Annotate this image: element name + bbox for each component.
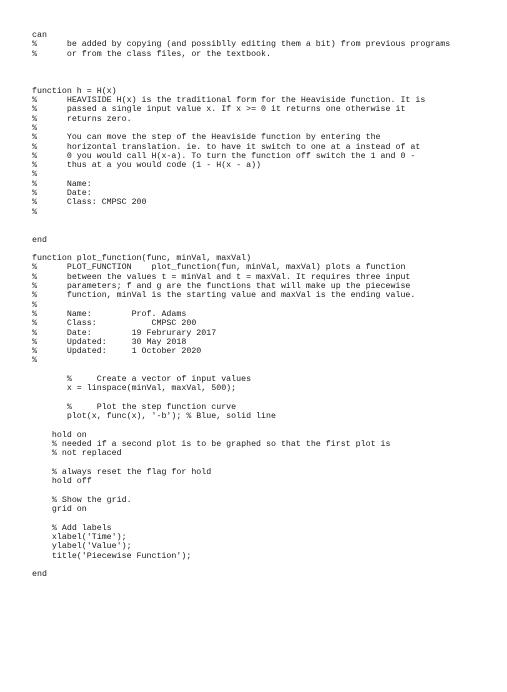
code-line: % Add labels — [32, 523, 112, 533]
code-line — [32, 421, 450, 430]
code-line — [32, 366, 450, 375]
code-line: % or from the class files, or the textbook. — [32, 49, 271, 59]
code-line: % Create a vector of input values — [32, 374, 252, 384]
code-line — [32, 77, 450, 86]
code-line: % 0 you would call H(x-a). To turn the function off switch the 1 and 0 - — [32, 151, 416, 161]
code-line — [32, 68, 450, 77]
code-line: % Date: 19 Februrary 2017 — [32, 328, 217, 338]
code-line: % passed a single input value x. If x >= 0 it returns one otherwise it — [32, 105, 406, 115]
code-line — [32, 59, 450, 68]
code-line: % Updated: 30 May 2018 — [32, 337, 187, 347]
code-line: function plot_function(func, minVal, maxVal) — [32, 254, 252, 264]
code-line: % returns zero. — [32, 114, 132, 124]
code-line: % Name: — [32, 179, 92, 189]
code-line: % be added by copying (and possiblly editing them a bit) from previous programs — [32, 40, 451, 50]
code-line — [32, 245, 450, 254]
code-line: end — [32, 235, 47, 245]
code-line: hold off — [32, 477, 92, 487]
code-line: end — [32, 570, 47, 580]
code-line — [32, 226, 450, 235]
code-line — [32, 561, 450, 570]
code-line: % Show the grid. — [32, 495, 132, 505]
code-line: % horizontal translation. ie. to have it switch to one at a instead of at — [32, 142, 421, 152]
code-line — [32, 459, 450, 468]
code-line — [32, 487, 450, 496]
code-line: % HEAVISIDE H(x) is the traditional form for the Heaviside function. It is — [32, 96, 426, 106]
code-line: % Plot the step function curve — [32, 402, 237, 412]
code-line: grid on — [32, 505, 87, 515]
code-line: plot(x, func(x), '-b'); % Blue, solid line — [32, 412, 276, 422]
code-line — [32, 514, 450, 523]
code-listing — [32, 31, 450, 580]
code-line: % Name: Prof. Adams — [32, 309, 187, 319]
code-line: % function, minVal is the starting value and maxVal is the ending value. — [32, 291, 416, 301]
code-line: % — [32, 123, 37, 133]
code-line: % — [32, 207, 37, 217]
code-line: xlabel('Time'); — [32, 533, 127, 543]
code-line — [32, 394, 450, 403]
code-line: % thus at a you would code (1 - H(x - a)) — [32, 161, 262, 171]
code-line: % — [32, 170, 37, 180]
code-line: % — [32, 356, 37, 366]
code-line: % Class: CMPSC 200 — [32, 198, 147, 208]
code-line: % Date: — [32, 189, 92, 199]
code-line: % PLOT_FUNCTION plot_function(fun, minVal, maxVal) plots a function — [32, 263, 406, 273]
code-line: % not replaced — [32, 449, 122, 459]
code-line: % — [32, 300, 37, 310]
code-line: % Class: CMPSC 200 — [32, 319, 197, 329]
code-line: % always reset the flag for hold — [32, 467, 212, 477]
code-line: % parameters; f and g are the functions that will make up the piecewise — [32, 282, 411, 292]
code-line: function h = H(x) — [32, 86, 117, 96]
code-line: hold on — [32, 430, 87, 440]
code-line: can — [32, 31, 47, 40]
code-line: title('Piecewise Function'); — [32, 551, 192, 561]
code-line: % You can move the step of the Heaviside function by entering the — [32, 133, 381, 143]
code-line: % needed if a second plot is to be graphed so that the first plot is — [32, 440, 391, 450]
code-line — [32, 217, 450, 226]
code-line: x = linspace(minVal, maxVal, 500); — [32, 384, 237, 394]
code-line: % between the values t = minVal and t = maxVal. It requires three input — [32, 272, 411, 282]
code-line: % Updated: 1 October 2020 — [32, 347, 202, 357]
code-line: ylabel('Value'); — [32, 542, 132, 552]
